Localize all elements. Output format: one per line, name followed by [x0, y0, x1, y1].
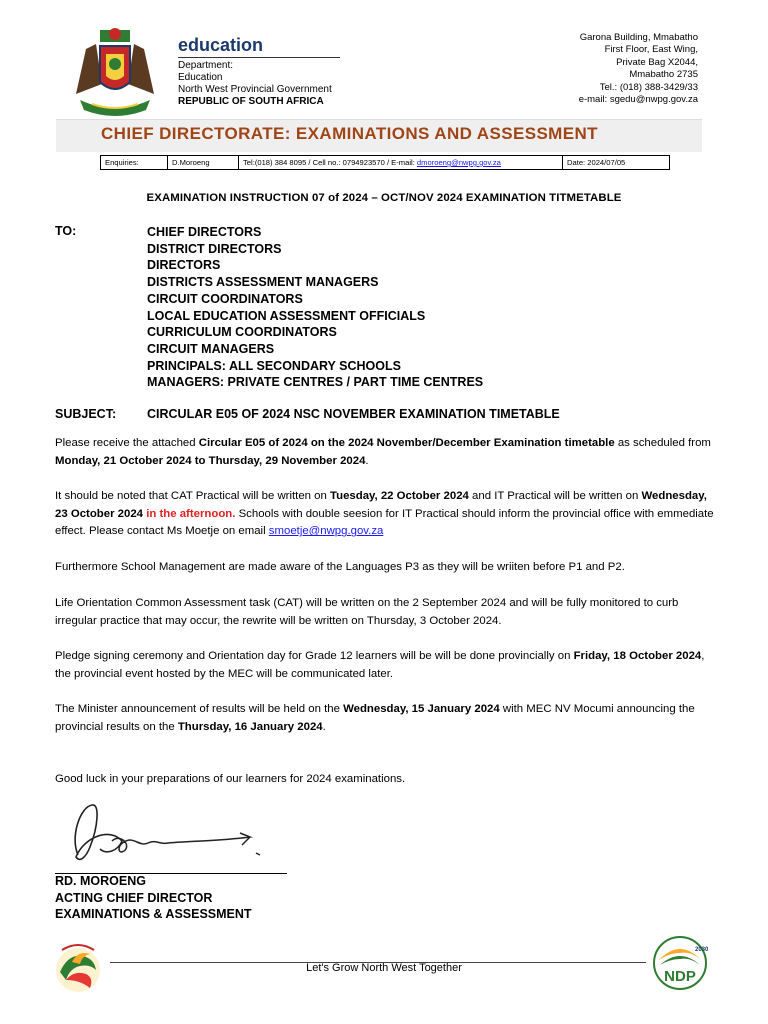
enquiries-label: Enquiries: [101, 156, 168, 170]
recipient-item: DIRECTORS [147, 258, 221, 273]
text-run: with MEC NV Mocumi announcing the provincial results on the [55, 703, 695, 733]
recipient-list [147, 224, 483, 391]
paragraph-pledge [55, 648, 720, 683]
address-line: e-mail: sgedu@nwpg.gov.za [578, 94, 698, 106]
text-run-red: in the afternoon. [146, 507, 236, 520]
text-run-bold: Thursday, 16 January 2024 [177, 720, 323, 733]
contact-text: Tel:(018) 384 8095 / Cell no.: 0794923570 / E-mail: [243, 158, 417, 167]
paragraph-languages [55, 559, 720, 577]
address-line: First Floor, East Wing, [604, 44, 698, 56]
subject-label: SUBJECT: [55, 407, 117, 421]
text-run: . [365, 454, 369, 467]
recipient-item: CHIEF DIRECTORS [147, 225, 262, 239]
enquiries-name: D.Moroeng [168, 156, 239, 170]
text-run: Schools with double seesion for IT Practical should inform the provincial office with emmediate effect. Please contact Ms Moetje on email [55, 507, 714, 538]
to-label: TO: [55, 224, 77, 238]
address-line: Mmabatho 2735 [629, 69, 698, 81]
text-run: Life Orientation Common Assessment task (CAT) will be written on the 2 September 2024 and will be fully monitored to curb irregular practice that may occur, the rewrite will be written on Thursday, 3 October 2024. [55, 597, 679, 627]
enquiries-contact [239, 156, 563, 170]
paragraph-life-orientation [55, 595, 720, 630]
ndp-year: 2030 [695, 947, 708, 953]
text-run: It should be noted that CAT Practical will be written on [55, 490, 330, 502]
paragraph-results [55, 701, 720, 736]
ndp-label: NDP [664, 968, 696, 985]
recipient-item: CURRICULUM COORDINATORS [147, 325, 337, 340]
text-run: Pledge signing ceremony and Orientation day for Grade 12 learners will be will be done provincially on [55, 650, 574, 662]
recipient-item: PRINCIPALS: ALL SECONDARY SCHOOLS [147, 358, 401, 373]
recipient-item: DISTRICTS ASSESSMENT MANAGERS [147, 275, 379, 290]
email-link[interactable]: smoetje@nwpg.gov.za [268, 525, 384, 538]
address-line: Garona Building, Mmabatho [579, 32, 698, 43]
text-run-bold: Wednesday, 15 January 2024 [343, 703, 500, 715]
department-line: Education [178, 72, 223, 83]
recipient-item: CIRCUIT MANAGERS [147, 341, 275, 356]
department-title: education [178, 35, 264, 55]
department-line: North West Provincial Government [178, 84, 332, 95]
enquiries-row [101, 156, 670, 170]
department-info [178, 60, 332, 108]
text-run: The Minister announcement of results will be held on the [55, 703, 344, 715]
text-run-bold: Friday, 18 October 2024 [573, 650, 702, 662]
subject-text: CIRCULAR E05 OF 2024 NSC NOVEMBER EXAMINATION TIMETABLE [147, 407, 560, 421]
directorate-title: CHIEF DIRECTORATE: EXAMINATIONS AND ASSESSMENT [101, 124, 598, 143]
handwritten-signature [60, 797, 280, 869]
recipient-item: LOCAL EDUCATION ASSESSMENT OFFICIALS [147, 308, 426, 323]
recipient-item: DISTRICT DIRECTORS [147, 241, 282, 256]
text-run: as scheduled from [614, 437, 711, 449]
text-run-bold: Tuesday, 22 October 2024 [330, 490, 469, 502]
text-run: Furthermore School Management are made aware of the Languages P3 as they will be wriiten before P1 and P2. [55, 561, 625, 573]
text-run: , the provincial event hosted by the MEC will be communicated later. [55, 650, 705, 680]
paragraph-good-luck [55, 771, 720, 789]
text-run: . [322, 720, 326, 733]
enquiries-date: Date: 2024/07/05 [563, 156, 670, 170]
text-run: and IT Practical will be written on [468, 490, 642, 502]
ndp-2030-logo [652, 935, 708, 991]
text-run: Please receive the attached [55, 437, 199, 449]
text-run: Good luck in your preparations of our learners for 2024 examinations. [55, 773, 406, 785]
coat-of-arms-logo [66, 24, 164, 116]
recipient-item: CIRCUIT COORDINATORS [147, 291, 303, 306]
signatory-block [55, 873, 252, 923]
department-title-rule [178, 57, 340, 58]
address-line: Private Bag X2044, [616, 56, 698, 68]
address-line: Tel.: (018) 388-3429/33 [599, 81, 698, 93]
signatory-name: RD. MOROENG [55, 874, 146, 888]
recipient-item: MANAGERS: PRIVATE CENTRES / PART TIME CENTRES [147, 375, 484, 390]
department-country: REPUBLIC OF SOUTH AFRICA [178, 96, 324, 107]
department-line: Department: [178, 60, 234, 71]
signatory-title: ACTING CHIEF DIRECTOR [55, 890, 213, 905]
text-run-bold: Wednesday, 23 October 2024 [55, 490, 707, 520]
instruction-title: EXAMINATION INSTRUCTION 07 of 2024 – OCT/NOV 2024 EXAMINATION TITMETABLE [146, 192, 622, 204]
paragraph-circular [55, 435, 720, 470]
email-link[interactable]: dmoroeng@nwpg.gov.za [416, 158, 501, 167]
footer-slogan: Let's Grow North West Together [306, 962, 462, 974]
postal-address [579, 32, 698, 106]
signatory-unit: EXAMINATIONS & ASSESSMENT [55, 907, 252, 921]
text-run-bold: Circular E05 of 2024 on the 2024 November/December Examination timetable [198, 437, 615, 449]
enquiries-table [100, 155, 670, 170]
paragraph-practicals [55, 488, 720, 541]
text-run-bold: Monday, 21 October 2024 to Thursday, 29 November 2024 [55, 454, 366, 467]
